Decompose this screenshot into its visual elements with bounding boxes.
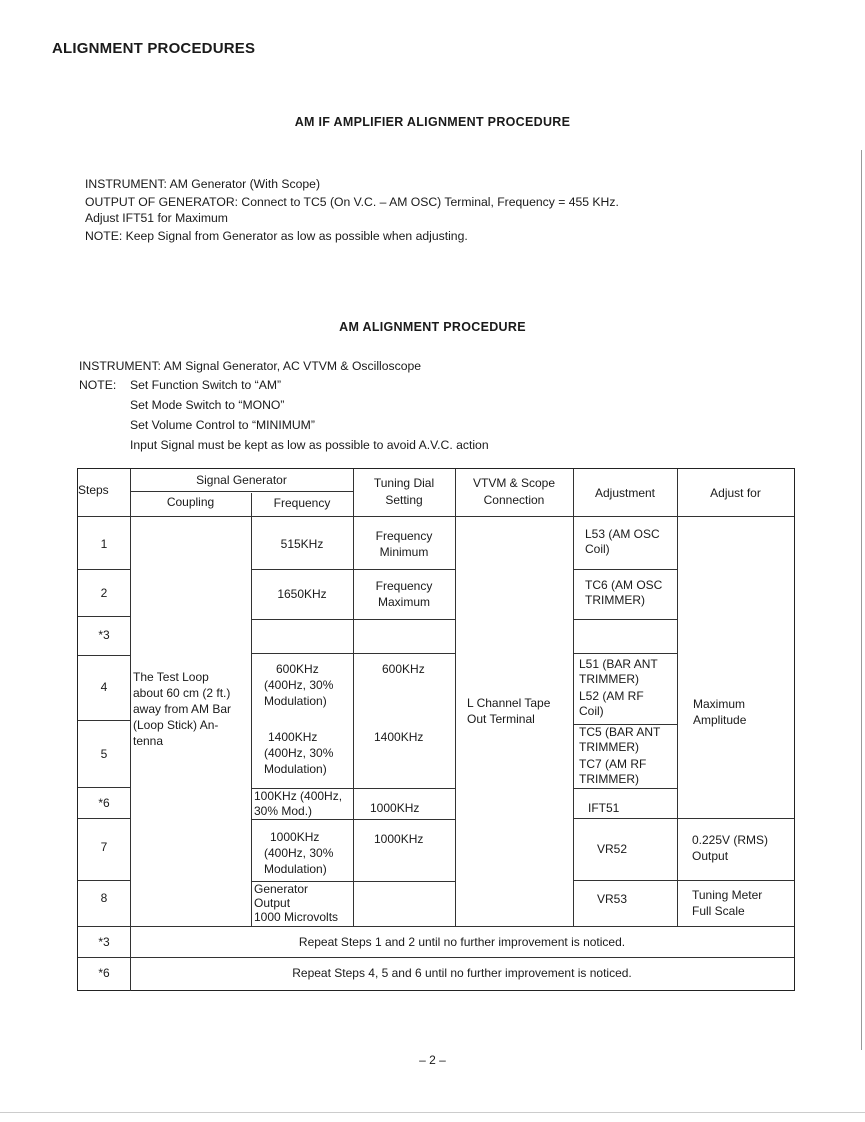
header-vtvm: VTVM & Scope: [472, 476, 556, 490]
am-note-label: NOTE:: [79, 378, 117, 392]
repeat-step: *3: [98, 935, 110, 949]
if-section-title: AM IF AMPLIFIER ALIGNMENT PROCEDURE: [294, 115, 571, 129]
adjust-for-cell: Tuning Meter Full Scale: [692, 888, 763, 918]
if-instrument-line: INSTRUMENT: AM Generator (With Scope): [85, 177, 321, 191]
frequency-cell: 1650KHz: [277, 587, 327, 601]
am-note-volume: Set Volume Control to “MINIMUM”: [130, 418, 315, 432]
scan-bottom-line: [0, 1112, 865, 1113]
header-adjust-for: Adjust for: [710, 486, 761, 500]
adjust-for-cell: 0.225V (RMS) Output: [692, 833, 769, 863]
adjustment-cell: IFT51: [588, 801, 620, 815]
am-note-input: Input Signal must be kept as low as possible to avoid A.V.C. action: [130, 438, 489, 452]
frequency-cell: 100KHz (400Hz, 30% Mod.): [254, 789, 343, 818]
header-tuning-dial: Tuning Dial: [373, 476, 435, 490]
if-adjust-line: Adjust IFT51 for Maximum: [85, 211, 228, 225]
adjustment-cell: L51 (BAR ANT TRIMMER) L52 (AM RF Coil): [579, 657, 658, 718]
am-instrument-line: INSTRUMENT: AM Signal Generator, AC VTVM & Oscilloscope: [79, 359, 422, 373]
tuning-cell: Frequency Minimum: [375, 529, 433, 559]
header-signal-generator: Signal Generator: [196, 473, 287, 487]
step-cell: 1: [100, 537, 108, 551]
adjustment-cell: VR52: [597, 842, 628, 856]
adjustment-cell: L53 (AM OSC Coil): [585, 527, 660, 556]
step-cell: 5: [100, 747, 108, 761]
step-cell: 8: [100, 891, 108, 905]
coupling-text: The Test Loop about 60 cm (2 ft.) away from AM Bar (Loop Stick) An- tenna: [133, 670, 232, 748]
step-cell: 4: [100, 680, 108, 694]
tuning-cell: 1400KHz: [374, 730, 424, 744]
frequency-cell: Generator Output 1000 Microvolts: [254, 882, 339, 924]
header-frequency: Frequency: [273, 496, 331, 510]
header-setting: Setting: [385, 493, 423, 507]
header-connection: Connection: [483, 493, 545, 507]
header-coupling: Coupling: [166, 495, 215, 509]
step-cell: 7: [100, 840, 108, 854]
adjust-for-main: Maximum Amplitude: [693, 697, 747, 727]
frequency-cell: 600KHz (400Hz, 30% Modulation): [264, 662, 334, 708]
step-cell: *6: [98, 796, 110, 810]
frequency-cell: 1000KHz (400Hz, 30% Modulation): [264, 830, 334, 876]
repeat-text: Repeat Steps 4, 5 and 6 until no further improvement is noticed.: [292, 966, 632, 980]
tuning-cell: Frequency Maximum: [375, 579, 433, 609]
page-title: ALIGNMENT PROCEDURES: [52, 40, 256, 57]
frequency-cell: 515KHz: [280, 537, 324, 551]
scan-edge-line: [861, 150, 862, 1050]
if-output-line: OUTPUT OF GENERATOR: Connect to TC5 (On V.C. – AM OSC) Terminal, Frequency = 455 KHz.: [85, 195, 619, 209]
if-note-line: NOTE: Keep Signal from Generator as low as possible when adjusting.: [85, 229, 468, 243]
adjustment-cell: TC6 (AM OSC TRIMMER): [585, 578, 663, 607]
am-alignment-table: [77, 468, 795, 991]
tuning-cell: 1000KHz: [374, 832, 424, 846]
header-steps: Steps: [78, 483, 109, 497]
frequency-cell: 1400KHz (400Hz, 30% Modulation): [264, 730, 334, 776]
adjustment-cell: VR53: [597, 892, 628, 906]
repeat-text: Repeat Steps 1 and 2 until no further improvement is noticed.: [298, 935, 626, 949]
am-note-mode: Set Mode Switch to “MONO”: [130, 398, 285, 412]
connection-text: L Channel Tape Out Terminal: [467, 696, 551, 726]
header-adjustment: Adjustment: [594, 486, 656, 500]
tuning-cell: 1000KHz: [370, 801, 420, 815]
adjustment-cell: TC5 (BAR ANT TRIMMER) TC7 (AM RF TRIMMER): [579, 725, 661, 786]
tuning-cell: 600KHz: [382, 662, 425, 676]
step-cell: 2: [100, 586, 108, 600]
am-section-title: AM ALIGNMENT PROCEDURE: [339, 320, 526, 334]
repeat-step: *6: [98, 966, 110, 980]
step-cell: *3: [98, 628, 110, 642]
page-number: – 2 –: [419, 1053, 446, 1067]
am-note-function: Set Function Switch to “AM”: [130, 378, 282, 392]
